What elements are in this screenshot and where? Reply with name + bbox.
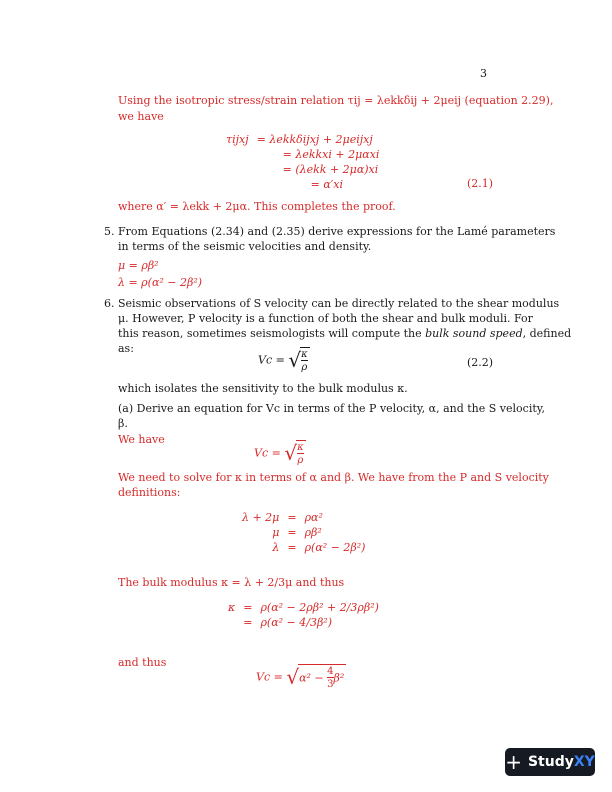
eq-line-rhs: = λekkxi + 2μαxi xyxy=(282,148,380,161)
badge-xy-text: XY xyxy=(573,754,595,770)
sqrt-icon: √ xyxy=(284,441,298,465)
eq-line-rhs: = α′xi xyxy=(310,178,344,191)
page-number: 3 xyxy=(480,67,487,80)
plus-icon: + xyxy=(505,750,522,774)
kappa-rhs: ρ(α² − 2ρβ² + 2/3ρβ²) xyxy=(260,601,379,614)
final-vc-equation xyxy=(256,664,346,690)
equation-tag-2-1: (2.1) xyxy=(467,177,494,190)
radicand-post: β² xyxy=(333,671,345,685)
item5-answer-lambda: λ = ρ(α² − 2β²) xyxy=(118,276,203,289)
frac-den-three: 3 xyxy=(327,679,334,690)
item5-number: 5. xyxy=(104,225,115,238)
vc-definition-equation xyxy=(258,347,310,373)
def-rhs: ρβ² xyxy=(304,526,322,539)
item6-line4: as: xyxy=(118,342,134,355)
item6-line1: Seismic observations of S velocity can be directly related to the shear modulus xyxy=(118,297,560,310)
velocity-definitions xyxy=(238,510,369,555)
def-lhs: λ xyxy=(272,541,280,554)
eq-line-lhs: τijxj xyxy=(226,133,249,146)
def-rhs: ρ(α² − 2β²) xyxy=(304,541,366,554)
solve-line2: definitions: xyxy=(118,486,181,499)
proof-intro-line1: Using the isotropic stress/strain relation τij = λekkδij + 2μeij (equation 2.29), xyxy=(118,94,554,107)
frac-num-kappa: κ xyxy=(301,349,308,360)
item6-line5: which isolates the sensitivity to the bulk modulus κ. xyxy=(118,382,408,395)
item6-line3-pre: this reason, sometimes seismologists will compute the xyxy=(118,327,426,340)
item6-line3-post: , defined xyxy=(522,327,572,340)
eq-line-lhs xyxy=(222,147,253,162)
vc-lhs: Vc = xyxy=(256,670,283,684)
kappa-lhs xyxy=(224,615,239,630)
eq-line-rhs: = λekkδijxj + 2μeijxj xyxy=(256,133,373,146)
kappa-equations xyxy=(224,600,383,630)
eq-line-rhs: = (λekk + 2μα)xi xyxy=(282,163,379,176)
item6-line3 xyxy=(118,328,571,339)
def-lhs: μ xyxy=(272,526,280,539)
equation-tag-2-2: (2.2) xyxy=(467,356,494,369)
we-have-text: We have xyxy=(118,433,165,446)
badge-label xyxy=(528,754,595,770)
vc-lhs: Vc = xyxy=(254,446,281,460)
solve-line1: We need to solve for κ in terms of α and β. We have from the P and S velocity xyxy=(118,471,549,484)
frac-num-four: 4 xyxy=(327,666,334,677)
item5-line2: in terms of the seismic velocities and density. xyxy=(118,240,372,253)
radicand-pre: α² − xyxy=(299,671,328,685)
item6-line2: μ. However, P velocity is a function of both the shear and bulk moduli. For xyxy=(118,312,533,325)
kappa-op: = xyxy=(243,601,253,614)
badge-study-text: Study xyxy=(527,754,574,770)
eq-line-lhs xyxy=(222,177,253,192)
item5-line1: From Equations (2.34) and (2.35) derive expressions for the Lamé parameters xyxy=(118,225,556,238)
eq-line-lhs xyxy=(222,162,253,177)
and-thus-text: and thus xyxy=(118,656,167,669)
def-rhs: ρα² xyxy=(304,511,323,524)
vc-lhs: Vc = xyxy=(258,353,285,367)
item5-answer-mu: μ = ρβ² xyxy=(118,259,159,272)
vc-answer-equation xyxy=(254,440,306,466)
frac-den-rho: ρ xyxy=(297,455,304,466)
frac-num-kappa: κ xyxy=(297,442,304,453)
kappa-op: = xyxy=(243,616,253,629)
frac-den-rho: ρ xyxy=(301,362,308,373)
def-lhs: λ + 2μ xyxy=(242,511,280,524)
studyxy-logo-badge[interactable] xyxy=(505,748,595,776)
def-op: = xyxy=(287,511,297,524)
proof-equation-block xyxy=(222,132,383,192)
item6-number: 6. xyxy=(104,297,115,310)
part-a-line2: β. xyxy=(118,417,128,430)
kappa-lhs: κ xyxy=(228,601,236,614)
def-op: = xyxy=(287,526,297,539)
sqrt-icon: √ xyxy=(288,348,302,372)
part-a-line1: (a) Derive an equation for Vc in terms of the P velocity, α, and the S velocity, xyxy=(118,402,546,415)
proof-conclusion: where α′ = λekk + 2μα. This completes the proof. xyxy=(118,200,396,213)
kappa-rhs: ρ(α² − 4/3β²) xyxy=(260,616,333,629)
bulk-modulus-line: The bulk modulus κ = λ + 2/3μ and thus xyxy=(118,576,345,589)
sqrt-icon: √ xyxy=(286,665,300,689)
bulk-sound-speed-term: bulk sound speed xyxy=(425,327,523,340)
proof-intro-line2: we have xyxy=(118,110,164,123)
def-op: = xyxy=(287,541,297,554)
